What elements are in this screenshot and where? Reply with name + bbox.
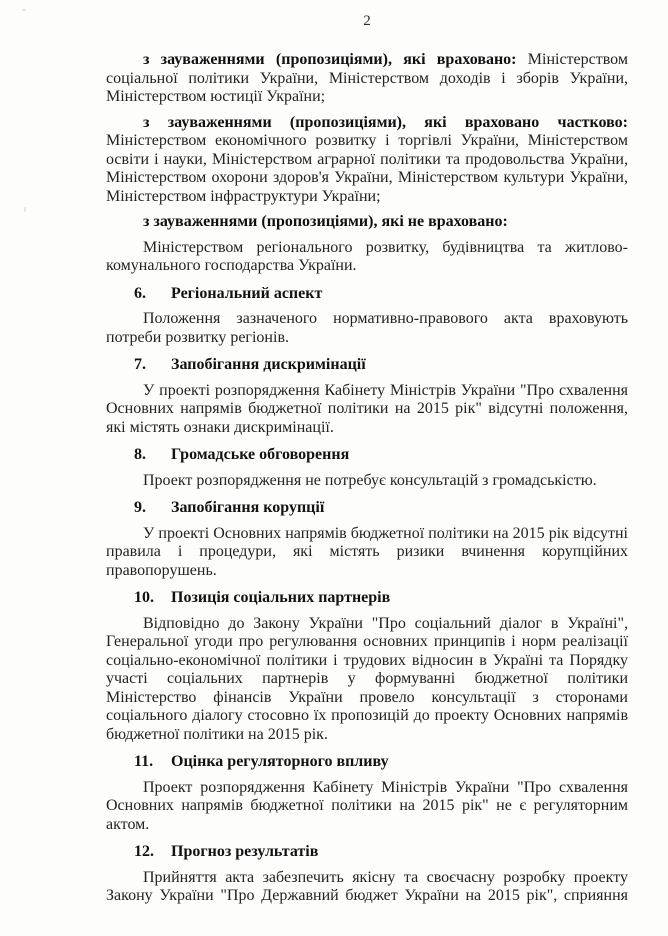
section-regulatory-impact-assessment	[106, 753, 628, 834]
section-results-forecast	[106, 843, 628, 906]
section-public-discussion-heading	[106, 446, 628, 465]
section-regulatory-impact-assessment-body: Проект розпорядження Кабінету Міністрів України "Про схвалення Основних напрямів бюджетної політики на 2015 рік" не є регуляторним актом.	[106, 778, 628, 833]
section-discrimination-prevention-body: У проекті розпорядження Кабінету Міністрів України "Про схвалення Основних напрямів бюджетної політики на 2015 рік" відсутні положення, які містять ознаки дискримінації.	[106, 381, 628, 436]
section-social-partners-position	[106, 589, 628, 744]
section-results-forecast-heading	[106, 843, 628, 862]
paragraph-not-accepted-ministries	[106, 239, 628, 276]
section-social-partners-position-title: Позиція соціальних партнерів	[171, 589, 391, 606]
section-public-discussion-number: 8.	[134, 446, 146, 463]
section-regional-aspect-heading	[106, 285, 628, 304]
section-social-partners-position-heading	[106, 589, 628, 608]
remarks-not-accepted-label: з зауваженнями (пропозиціями), які не враховано:	[143, 213, 508, 230]
paragraph-remarks-not-accepted	[106, 213, 628, 232]
section-regional-aspect-number: 6.	[134, 284, 146, 302]
remarks-partially-accepted-label: з зауваженнями (пропозиціями), які враховано частково:	[143, 113, 628, 131]
document-content	[106, 51, 628, 913]
section-corruption-prevention-body: У проекті Основних напрямів бюджетної політики на 2015 рік відсутні правила і процедури, які містять ризики вчинення корупційних правопорушень.	[106, 524, 628, 579]
section-public-discussion-body: Проект розпорядження не потребує консультацій з громадськістю.	[143, 471, 597, 489]
scan-artifact	[24, 207, 26, 212]
page-number: 2	[363, 13, 371, 29]
section-corruption-prevention	[106, 499, 628, 580]
section-results-forecast-body: Прийняття акта забезпечить якісну та своєчасну розробку проекту Закону України "Про Державний бюджет України на 2015 рік", сприяння	[106, 868, 628, 904]
not-accepted-ministries-text: Міністерством регіонального розвитку, будівництва та житлово-комунального господарства України.	[106, 238, 628, 274]
section-discrimination-prevention	[106, 356, 628, 437]
section-corruption-prevention-heading	[106, 499, 628, 518]
section-public-discussion	[106, 446, 628, 490]
section-corruption-prevention-title: Запобігання корупції	[171, 499, 325, 516]
section-discrimination-prevention-title: Запобігання дискримінації	[171, 356, 366, 373]
remarks-partially-accepted-text: Міністерством економічного розвитку і торгівлі України, Міністерством освіти і науки, Міністерством аграрної політики та продовольства України, Міністерством охорони здоров'я України, Міністерством культури України, Міністерством інфраструктури України;	[106, 132, 628, 205]
scan-artifact	[22, 9, 26, 11]
remarks-accepted-text: Міністерством соціальної політики України, Міністерством доходів і зборів України, Міністерством юстиції України;	[106, 51, 628, 105]
section-regulatory-impact-assessment-number: 11.	[134, 753, 154, 770]
section-results-forecast-number: 12.	[134, 843, 154, 860]
section-discrimination-prevention-heading	[106, 356, 628, 375]
paragraph-remarks-accepted	[106, 51, 628, 107]
section-results-forecast-title: Прогноз результатів	[171, 843, 319, 860]
section-social-partners-position-number: 10.	[134, 589, 154, 606]
section-corruption-prevention-number: 9.	[134, 499, 146, 516]
section-social-partners-position-body: Відповідно до Закону України "Про соціальний діалог в Україні", Генеральної угоди про регулювання основних принципів і норм реалізації соціально-економічної політики і трудових відносин в Україні та Порядку участі соціальних партнерів у формуванні бюджетної політики Міністерство фінансів України провело консультації з сторонами соціального діалогу стосовно їх пропозицій до проекту Основних напрямів бюджетної політики на 2015 рік.	[106, 614, 628, 743]
section-public-discussion-title: Громадське обговорення	[171, 446, 350, 463]
section-regional-aspect	[106, 285, 628, 348]
section-discrimination-prevention-number: 7.	[134, 356, 146, 373]
section-regulatory-impact-assessment-title: Оцінка регуляторного впливу	[171, 753, 389, 770]
section-regional-aspect-body: Положення зазначеного нормативно-правового акта враховують потреби розвитку регіонів.	[106, 310, 628, 346]
section-regulatory-impact-assessment-heading	[106, 753, 628, 772]
paragraph-remarks-partially-accepted	[106, 114, 628, 207]
section-regional-aspect-title: Регіональний аспект	[171, 284, 323, 302]
remarks-accepted-label: з зауваженнями (пропозиціями), які враховано:	[143, 51, 517, 68]
